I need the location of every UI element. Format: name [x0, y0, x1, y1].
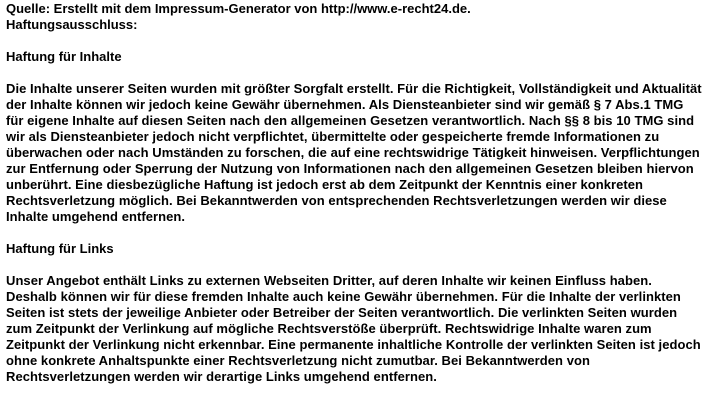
disclaimer-heading: Haftungsausschluss:: [6, 17, 138, 32]
section-heading-content-liability: Haftung für Inhalte: [6, 49, 122, 64]
link-liability-paragraph: Unser Angebot enthält Links zu externen Webseiten Dritter, auf deren Inhalte wir keinen Einfluss haben. Deshalb können wir für diese fremden Inhalte auch keine Gewähr übernehmen. Für die Inhalte der verlinkten Seiten ist stets der jeweilige Anbieter oder Betreiber der Seiten verantwortlich. Die verlinkten Seiten wurden zum Zeitpunkt der Verlinkung auf mögliche Rechtsverstöße überprüft. Rechtswidrige Inhalte waren zum Zeitpunkt der Verlinkung nicht erkennbar. Eine permanente inhaltliche Kontrolle der verlinkten Seiten ist jedoch ohne konkrete Anhaltspunkte einer Rechtsverletzung nicht zumutbar. Bei Bekanntwerden von Rechtsverletzungen werden wir derartige Links umgehend entfernen.: [6, 273, 701, 384]
content-liability-paragraph: Die Inhalte unserer Seiten wurden mit größter Sorgfalt erstellt. Für die Richtigkeit, Vollständigkeit und Aktualität der Inhalte können wir jedoch keine Gewähr übernehmen. Als Diensteanbieter sind wir gemäß § 7 Abs.1 TMG für eigene Inhalte auf diesen Seiten nach den allgemeinen Gesetzen verantwortlich. Nach §§ 8 bis 10 TMG sind wir als Diensteanbieter jedoch nicht verpflichtet, übermittelte oder gespeicherte fremde Informationen zu überwachen oder nach Umständen zu forschen, die auf eine rechtswidrige Tätigkeit hinweisen. Verpflichtungen zur Entfernung oder Sperrung der Nutzung von Informationen nach den allgemeinen Gesetzen bleiben hiervon unberührt. Eine diesbezügliche Haftung ist jedoch erst ab dem Zeitpunkt der Kenntnis einer konkreten Rechtsverletzung möglich. Bei Bekanntwerden von entsprechenden Rechtsverletzungen werden wir diese Inhalte umgehend entfernen.: [6, 81, 702, 224]
section-heading-link-liability: Haftung für Links: [6, 241, 114, 256]
source-line: Quelle: Erstellt mit dem Impressum-Generator von http://www.e-recht24.de.: [6, 1, 471, 16]
